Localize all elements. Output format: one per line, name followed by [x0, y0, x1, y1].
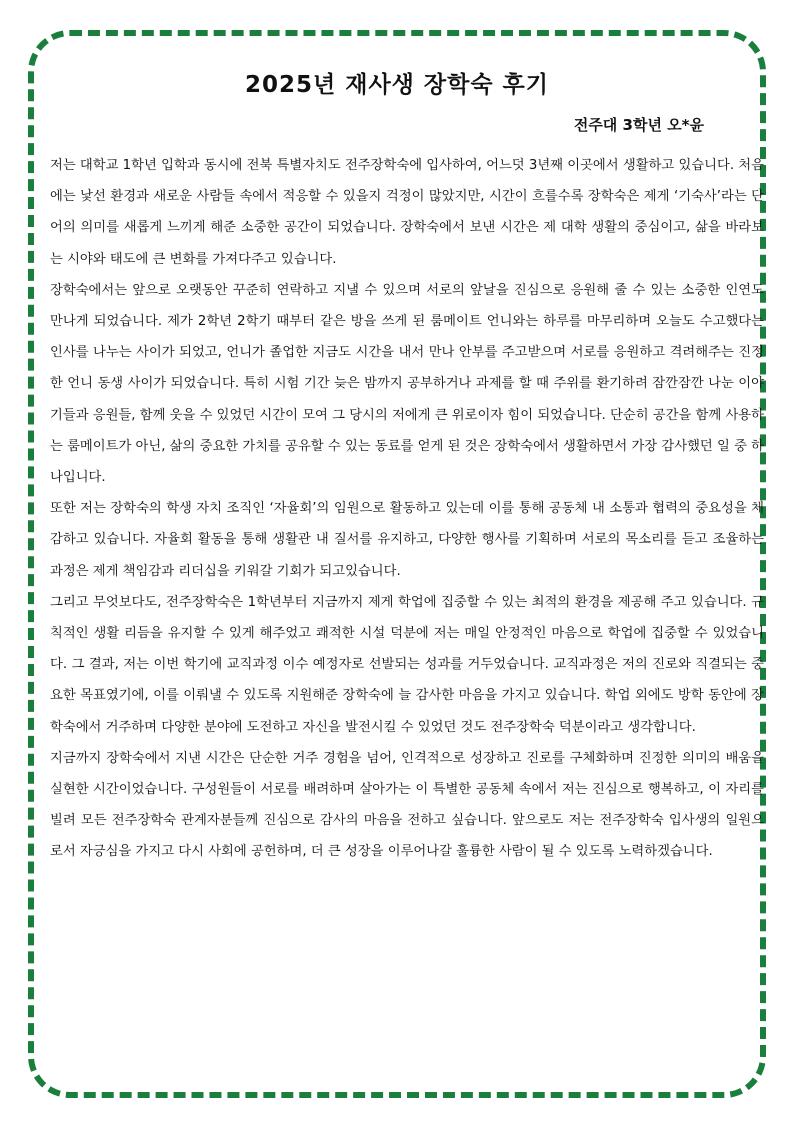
- document-title: 2025년 재사생 장학숙 후기: [245, 72, 549, 98]
- paragraph-5: 지금까지 장학숙에서 지낸 시간은 단순한 거주 경험을 넘어, 인격적으로 성장하고 진로를 구체화하며 진정한 의미의 배움을 실현한 시간이었습니다. 구성원들이 서로를 배려하며 살아가는 이 특별한 공동체 속에서 저는 진심으로 행복하고, 이 자리를 빌려 모든 전주장학숙 관계자분들께 진심으로 감사의 마음을 전하고 싶습니다. 앞으로도 저는 전주장학숙 입사생의 일원으로서 자긍심을 가지고 다시 사회에 공헌하며, 더 큰 성장을 이루어나갈 훌륭한 사람이 될 수 있도록 노력하겠습니다.: [50, 750, 764, 860]
- document-body: [50, 150, 764, 868]
- paragraph-1: 저는 대학교 1학년 입학과 동시에 전북 특별자치도 전주장학숙에 입사하여, 어느덧 3년째 이곳에서 생활하고 있습니다. 처음에는 낯선 환경과 새로운 사람들 속에서 적응할 수 있을지 걱정이 많았지만, 시간이 흐를수록 장학숙은 제게 ‘기숙사’라는 단어의 의미를 새롭게 느끼게 해준 소중한 공간이 되었습니다. 장학숙에서 보낸 시간은 제 대학 생활의 중심이고, 삶을 바라보는 시야와 태도에 큰 변화를 가져다주고 있습니다.: [50, 158, 764, 267]
- paragraph-3: 또한 저는 장학숙의 학생 자치 조직인 ‘자율회’의 임원으로 활동하고 있는데 이를 통해 공동체 내 소통과 협력의 중요성을 체감하고 있습니다. 자율회 활동을 통해 생활관 내 질서를 유지하고, 다양한 행사를 기획하며 서로의 목소리를 듣고 조율하는 과정은 제게 책임감과 리더십을 키워갈 기회가 되고있습니다.: [50, 501, 764, 579]
- paragraph-2: 장학숙에서는 앞으로 오랫동안 꾸준히 연락하고 지낼 수 있으며 서로의 앞날을 진심으로 응원해 줄 수 있는 소중한 인연도 만나게 되었습니다. 제가 2학년 2학기 때부터 같은 방을 쓰게 된 룸메이트 언니와는 하루를 마무리하며 오늘도 수고했다는 인사를 나누는 사이가 되었고, 언니가 졸업한 지금도 시간을 내서 만나 안부를 주고받으며 서로를 응원하고 격려해주는 진정한 언니 동생 사이가 되었습니다. 특히 시험 기간 늦은 밤까지 공부하거나 과제를 할 때 주위를 환기하려 잠깐잠깐 나눈 이야기들과 응원들, 함께 웃을 수 있었던 시간이 모여 그 당시의 저에게 큰 위로이자 힘이 되었습니다. 단순히 공간을 함께 사용하는 룸메이트가 아닌, 삶의 중요한 가치를 공유할 수 있는 동료를 얻게 된 것은 장학숙에서 생활하면서 가장 감사했던 일 중 하나입니다.: [50, 282, 764, 486]
- author-line: 전주대 3학년 오*윤: [573, 116, 704, 134]
- paragraph-4: 그리고 무엇보다도, 전주장학숙은 1학년부터 지금까지 제게 학업에 집중할 수 있는 최적의 환경을 제공해 주고 있습니다. 규칙적인 생활 리듬을 유지할 수 있게 해주었고 쾌적한 시설 덕분에 저는 매일 안정적인 마음으로 학업에 집중할 수 있었습니다. 그 결과, 저는 이번 학기에 교직과정 이수 예정자로 선발되는 성과를 거두었습니다. 교직과정은 저의 진로와 직결되는 중요한 목표였기에, 이를 이뤄낼 수 있도록 지원해준 장학숙에 늘 감사한 마음을 가지고 있습니다. 학업 외에도 방학 동안에 장학숙에서 거주하며 다양한 분야에 도전하고 자신을 발전시킬 수 있었던 것도 전주장학숙 덕분이라고 생각합니다.: [50, 594, 764, 735]
